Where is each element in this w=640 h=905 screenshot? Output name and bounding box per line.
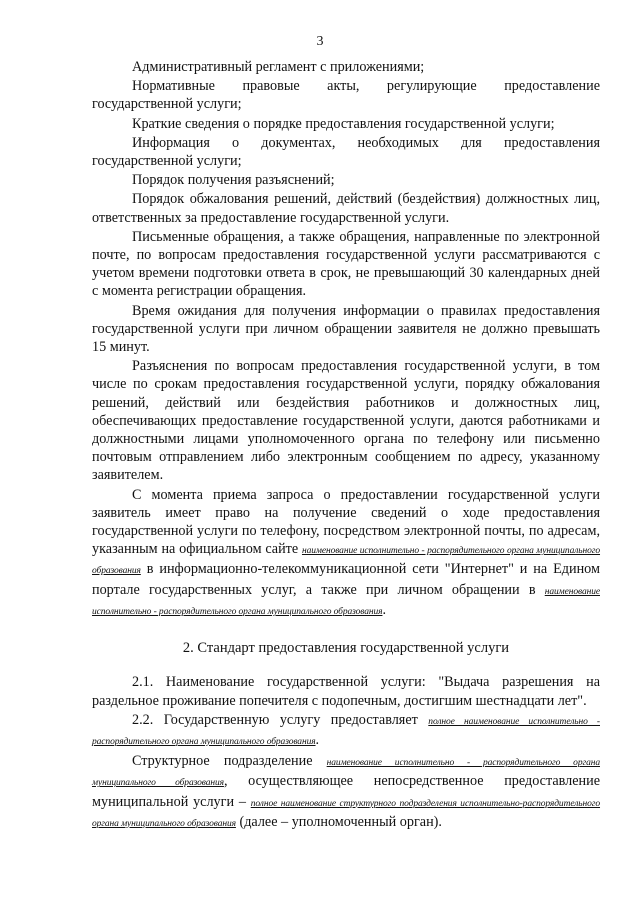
paragraph: Нормативные правовые акты, регулирующие предоставление государственной услуги; <box>92 78 600 113</box>
paragraph: Порядок получения разъяснений; <box>132 172 335 189</box>
paragraph: Время ожидания для получения информации о правилах предоставления государственной услуги при личном обращении заявителя не должно превышать 15 минут. <box>92 302 600 356</box>
paragraph-text: в информационно-телекоммуникационной сети "Интернет" и на Едином портале государственных услуг, а также при личном обращении в <box>92 561 600 598</box>
placeholder-underlined: полное наименование исполнительно - распорядительного органа муниципального образования <box>92 716 600 747</box>
paragraph-text: (далее – уполномоченный орган). <box>235 813 442 830</box>
placeholder-underlined: наименование исполнительно - распорядительного органа муниципального образования <box>92 586 600 617</box>
paragraph-text: С момента приема запроса о предоставлении государственной услуги заявитель имеет право на получение сведений о ходе предоставления государственной услуги по телефону, посредством электронной почты, по адресам, указанным на официальном сайте <box>92 486 600 558</box>
paragraph-text: , осуществляющее непосредственное предоставление муниципальной услуги – <box>92 773 600 810</box>
paragraph-text: . <box>382 601 386 618</box>
paragraph-text: . <box>315 731 320 748</box>
paragraph: Письменные обращения, а также обращения, направленные по электронной почте, по вопросам предоставления государственной услуги рассматриваются с учетом времени подготовки ответа в срок, не превышающий 30 календарных дней с момента регистрации обращения. <box>92 228 600 300</box>
placeholder-underlined: наименование исполнительно - распорядительного органа муниципального образования <box>92 758 600 789</box>
placeholder-underlined: наименование исполнительно - распорядительного органа муниципального образования <box>92 546 601 577</box>
paragraph-text: Структурное подразделение <box>132 753 327 770</box>
paragraph <box>92 711 600 751</box>
paragraph <box>92 752 600 833</box>
paragraph: Краткие сведения о порядке предоставления государственной услуги; <box>132 115 555 132</box>
section-heading: 2. Стандарт предоставления государственной услуги <box>182 640 510 657</box>
paragraph: Административный регламент с приложениями; <box>132 59 425 75</box>
paragraph: Порядок обжалования решений, действий (бездействия) должностных лиц, ответственных за предоставление государственной услуги. <box>92 191 600 226</box>
paragraph-text: 2.2. Государственную услугу предоставляет <box>132 711 429 728</box>
paragraph <box>92 486 600 621</box>
document-body <box>92 58 600 833</box>
paragraph: Разъяснения по вопросам предоставления государственной услуги, в том числе по срокам предоставления государственной услуги, порядку обжалования решений, действий или бездействия работников и должностных лиц, обеспечивающих предоставление государственной услуги, даются работниками и должностными лицами уполномоченного органа по телефону или письменно почтовым отправлением либо электронным сообщением по адресу, указанному заявителем. <box>92 358 600 484</box>
paragraph: Информация о документах, необходимых для предоставления государственной услуги; <box>92 134 600 170</box>
placeholder-underlined: полное наименование структурного подразделения исполнительно-распорядительного органа муниципального образования <box>92 798 601 829</box>
page-number: 3 <box>316 34 324 49</box>
paragraph: 2.1. Наименование государственной услуги: "Выдача разрешения на раздельное проживание попечителя с подопечным, достигшим шестнадцати лет". <box>92 674 600 709</box>
